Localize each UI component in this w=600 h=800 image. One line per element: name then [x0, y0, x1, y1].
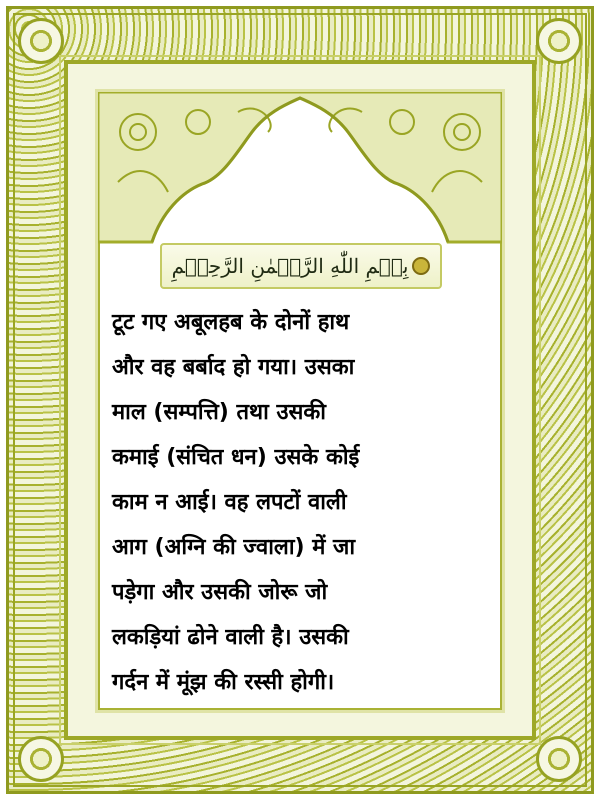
translation-line: माल (सम्पत्ति) तथा उसकी: [112, 400, 326, 425]
corner-ornament-icon: [536, 18, 582, 64]
corner-ornament-icon: [18, 18, 64, 64]
arch-ornament-icon: [98, 92, 502, 252]
corner-ornament-icon: [18, 736, 64, 782]
translation-line: लकड़ियां ढोने वाली है। उसकी: [112, 625, 349, 650]
ayah-marker-icon: [412, 257, 430, 275]
corner-ornament-icon: [536, 736, 582, 782]
translation-line: आग (अग्नि की ज्वाला) में जा: [112, 535, 356, 560]
bismillah-banner: [160, 243, 442, 289]
translation-line: और वह बर्बाद हो गया। उसका: [112, 355, 355, 380]
translation-line: टूट गए अबूलहब के दोनों हाथ: [112, 310, 350, 335]
translation-line: काम न आई। वह लपटों वाली: [112, 490, 347, 515]
translation-text: [112, 300, 488, 705]
translation-line: कमाई (संचित धन) उसके कोई: [112, 445, 360, 470]
translation-line: गर्दन में मूंझ की रस्सी होगी।: [112, 670, 335, 695]
bismillah-text: بِسۡمِ اللّٰهِ الرَّحۡمٰنِ الرَّحِيۡمِ: [171, 254, 409, 278]
translation-line: पड़ेगा और उसकी जोरू जो: [112, 580, 328, 605]
